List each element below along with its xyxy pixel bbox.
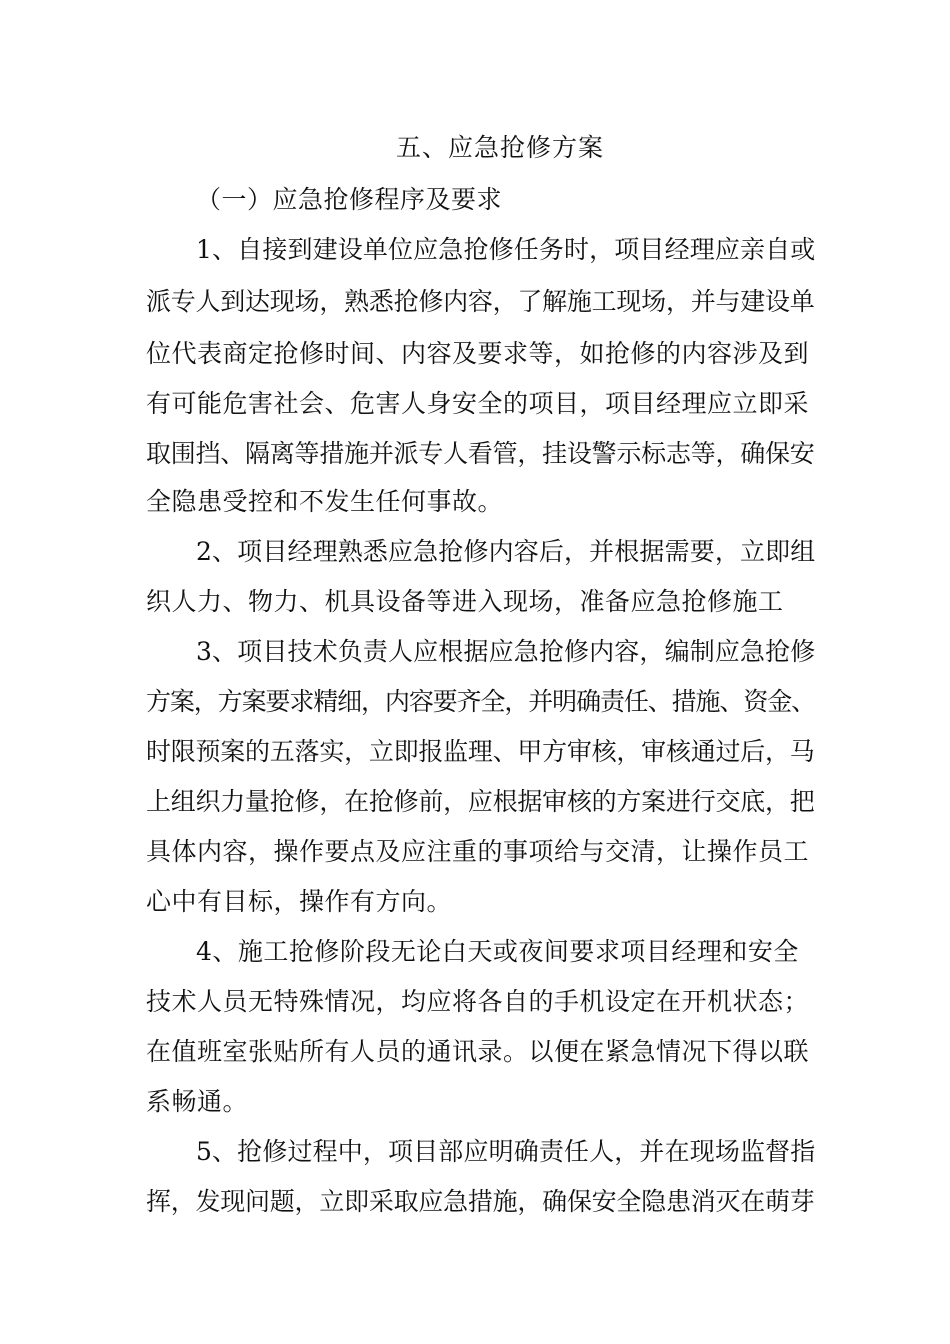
paragraph-4-line-2: 技术人员无特殊情况，均应将各自的手机设定在开机状态； bbox=[146, 987, 810, 1016]
paragraph-3-line-5: 具体内容，操作要点及应注重的事项给与交清，让操作员工 bbox=[146, 837, 810, 866]
paragraph-4-line-3: 在值班室张贴所有人员的通讯录。以便在紧急情况下得以联 bbox=[146, 1037, 810, 1066]
paragraph-1-line-3: 位代表商定抢修时间、内容及要求等，如抢修的内容涉及到 bbox=[146, 339, 810, 368]
page-title: 五、应急抢修方案 bbox=[395, 133, 604, 162]
paragraph-5-line-2: 挥，发现问题，立即采取应急措施，确保安全隐患消灭在萌芽 bbox=[146, 1187, 815, 1216]
paragraph-1-line-6: 全隐患受控和不发生任何事故。 bbox=[146, 487, 504, 516]
paragraph-1-line-4: 有可能危害社会、危害人身安全的项目，项目经理应立即采 bbox=[146, 389, 810, 418]
paragraph-4-line-4: 系畅通。 bbox=[146, 1087, 249, 1116]
paragraph-3-line-2: 方案，方案要求精细，内容要齐全，并明确责任、措施、资金、 bbox=[146, 687, 816, 716]
paragraph-3-line-6: 心中有目标，操作有方向。 bbox=[146, 887, 453, 916]
paragraph-1-line-1: 1、自接到建设单位应急抢修任务时，项目经理应亲自或 bbox=[196, 235, 816, 264]
paragraph-3-line-4: 上组织力量抢修，在抢修前，应根据审核的方案进行交底，把 bbox=[146, 787, 815, 816]
paragraph-2-line-1: 2、项目经理熟悉应急抢修内容后，并根据需要，立即组 bbox=[196, 537, 816, 566]
paragraph-3-line-3: 时限预案的五落实，立即报监理、甲方审核，审核通过后，马 bbox=[146, 737, 815, 766]
paragraph-3-line-1: 3、项目技术负责人应根据应急抢修内容，编制应急抢修 bbox=[196, 637, 816, 666]
paragraph-5-line-1: 5、抢修过程中，项目部应明确责任人，并在现场监督指 bbox=[196, 1137, 816, 1166]
paragraph-1-line-2: 派专人到达现场，熟悉抢修内容，了解施工现场，并与建设单 bbox=[146, 287, 815, 316]
paragraph-2-line-2: 织人力、物力、机具设备等进入现场，准备应急抢修施工 bbox=[146, 587, 784, 616]
paragraph-4-line-1: 4、施工抢修阶段无论白天或夜间要求项目经理和安全 bbox=[196, 937, 799, 966]
paragraph-1-line-5: 取围挡、隔离等措施并派专人看管，挂设警示标志等，确保安 bbox=[146, 439, 815, 468]
section-heading: （一）应急抢修程序及要求 bbox=[196, 185, 503, 214]
